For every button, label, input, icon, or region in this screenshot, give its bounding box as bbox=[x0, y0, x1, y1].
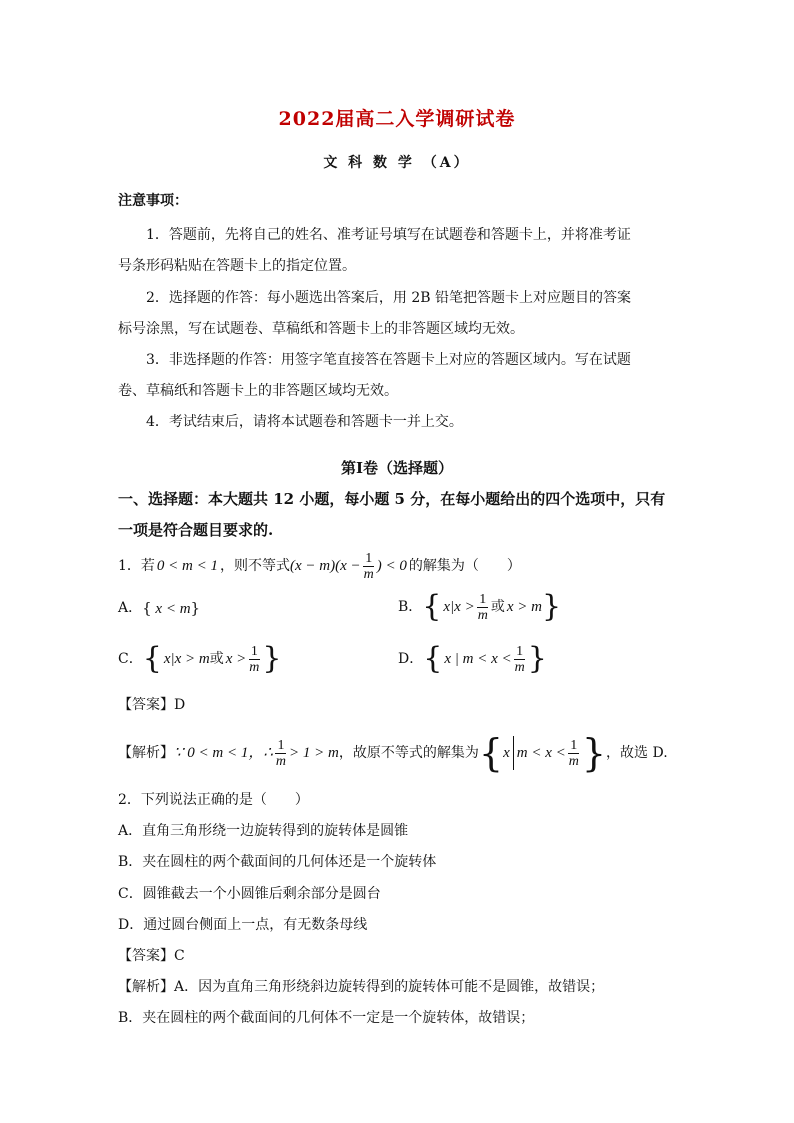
fraction-denominator: m bbox=[249, 659, 260, 675]
fraction-numerator: 1 bbox=[516, 643, 524, 659]
option-a-math: x < m bbox=[155, 600, 191, 617]
question-1-expr-b: ) < 0 bbox=[376, 558, 407, 574]
fraction-denominator: m bbox=[363, 566, 374, 582]
option-b-expr-a: x|x > bbox=[443, 599, 475, 615]
explanation-right-brace: } bbox=[581, 731, 607, 775]
fraction-numerator: 1 bbox=[277, 737, 285, 753]
option-d-label: D． bbox=[398, 651, 424, 667]
question-2-option-a: A．直角三角形绕一边旋转得到的旋转体是圆锥 bbox=[118, 823, 409, 839]
option-a-label: A． bbox=[118, 600, 143, 616]
answer-label: 【答案】 bbox=[118, 948, 174, 964]
explanation-part-a: ∵ 0 < m < 1，∴ bbox=[174, 745, 273, 761]
fraction-numerator: 1 bbox=[365, 550, 373, 566]
fraction-denominator: m bbox=[477, 607, 488, 623]
notice-item-1-line-2: 号条形码粘贴在答题卡上的指定位置。 bbox=[118, 258, 356, 274]
fraction-numerator: 1 bbox=[250, 643, 258, 659]
notice-item-3-line-2: 卷、草稿纸和答题卡上的非答题区域均无效。 bbox=[118, 383, 398, 399]
question-1-explanation bbox=[118, 733, 668, 773]
section-1-line-2: 一项是符合题目要求的. bbox=[118, 521, 274, 539]
explanation-set-condition: m < x < bbox=[516, 745, 566, 761]
notice-item-3-line-1: 3．非选择题的作答：用签字笔直接答在答题卡上对应的答题区域内。写在试题 bbox=[146, 352, 631, 368]
explanation-label: 【解析】 bbox=[118, 979, 174, 995]
question-2-stem: 2．下列说法正确的是（ ） bbox=[118, 792, 309, 808]
question-2-explanation-b: B．夹在圆柱的两个截面间的几何体不一定是一个旋转体，故错误； bbox=[118, 1010, 535, 1026]
explanation-set-fraction bbox=[567, 738, 581, 769]
option-c-fraction bbox=[247, 644, 261, 675]
question-2-explanation-a bbox=[118, 977, 604, 997]
explanation-part-b: > 1 > m bbox=[289, 745, 339, 761]
option-b-right-brace: } bbox=[541, 589, 562, 624]
explanation-fraction bbox=[274, 738, 288, 769]
question-1-option-a bbox=[118, 597, 200, 619]
option-b-fraction bbox=[476, 592, 490, 623]
question-1-answer bbox=[118, 695, 185, 715]
fraction-numerator: 1 bbox=[479, 591, 487, 607]
question-2-option-b: B．夹在圆柱的两个截面间的几何体还是一个旋转体 bbox=[118, 854, 437, 870]
notice-heading: 注意事项： bbox=[118, 193, 188, 209]
option-c-label: C． bbox=[118, 651, 143, 667]
section-1-line-1: 一、选择题：本大题共 12 小题，每小题 5 分，在每小题给出的四个选项中，只有 bbox=[118, 490, 666, 508]
fraction-denominator: m bbox=[275, 753, 287, 769]
explanation-left-brace: { bbox=[478, 731, 504, 775]
question-2-option-d: D．通过圆台侧面上一点，有无数条母线 bbox=[118, 917, 368, 933]
option-b-label: B． bbox=[398, 599, 423, 615]
notice-item-1-line-1: 1．答题前，先将自己的姓名、准考证号填写在试题卷和答题卡上，并将准考证 bbox=[146, 227, 631, 243]
option-d-expr: x | m < x < bbox=[444, 651, 512, 667]
answer-value: D bbox=[174, 697, 186, 713]
option-b-or: 或 bbox=[490, 599, 505, 615]
exam-subtitle: 文 科 数 学 （A） bbox=[323, 155, 471, 171]
exam-title: 2022届高二入学调研试卷 bbox=[278, 108, 516, 130]
question-1-expr-a: (x − m)(x − bbox=[290, 558, 361, 574]
question-1-option-c bbox=[118, 641, 281, 677]
question-2-answer bbox=[118, 946, 185, 966]
fraction-denominator: m bbox=[568, 753, 579, 769]
question-1-stem bbox=[118, 549, 521, 583]
option-b-left-brace: { bbox=[422, 589, 442, 624]
explanation-set-bar bbox=[513, 736, 514, 770]
option-a-set: { x < m} bbox=[142, 598, 201, 617]
explanation-set-x: x bbox=[503, 745, 510, 761]
explanation-text-a: A．因为直角三角形绕斜边旋转得到的旋转体可能不是圆锥，故错误； bbox=[174, 979, 605, 995]
option-c-expr-b: x > bbox=[225, 651, 247, 667]
part-1-heading: 第Ⅰ卷（选择题） bbox=[340, 459, 454, 477]
fraction-numerator: 1 bbox=[570, 737, 578, 753]
option-c-left-brace: { bbox=[142, 641, 162, 676]
fraction-denominator: m bbox=[514, 659, 525, 675]
explanation-part-c: ，故原不等式的解集为 bbox=[338, 745, 479, 761]
question-1-prefix: 1．若 bbox=[118, 558, 155, 574]
explanation-part-d: ，故选 D. bbox=[606, 745, 668, 761]
option-d-fraction bbox=[513, 644, 527, 675]
option-d-left-brace: { bbox=[423, 641, 443, 676]
question-1-fraction bbox=[362, 551, 376, 582]
question-1-suffix: 的解集为（ ） bbox=[408, 558, 521, 574]
notice-item-4: 4．考试结束后，请将本试题卷和答题卡一并上交。 bbox=[146, 414, 463, 430]
notice-item-2-line-2: 标号涂黑，写在试题卷、草稿纸和答题卡上的非答题区域均无效。 bbox=[118, 321, 524, 337]
answer-value: C bbox=[174, 948, 185, 964]
question-1-option-d bbox=[398, 641, 547, 677]
option-c-expr-a: x|x > m bbox=[163, 651, 210, 667]
option-c-or: 或 bbox=[209, 651, 224, 667]
question-2-option-c: C．圆锥截去一个小圆锥后剩余部分是圆台 bbox=[118, 886, 381, 902]
option-c-right-brace: } bbox=[262, 641, 282, 676]
explanation-label: 【解析】 bbox=[118, 745, 174, 761]
question-1-condition: 0 < m < 1 bbox=[156, 558, 218, 574]
option-b-expr-b: x > m bbox=[506, 599, 542, 615]
notice-item-2-line-1: 2．选择题的作答：每小题选出答案后，用 2B 铅笔把答题卡上对应题目的答案 bbox=[146, 290, 632, 306]
question-1-option-b bbox=[398, 589, 561, 625]
option-d-right-brace: } bbox=[527, 641, 547, 676]
answer-label: 【答案】 bbox=[118, 697, 174, 713]
question-1-mid: ，则不等式 bbox=[220, 558, 290, 574]
